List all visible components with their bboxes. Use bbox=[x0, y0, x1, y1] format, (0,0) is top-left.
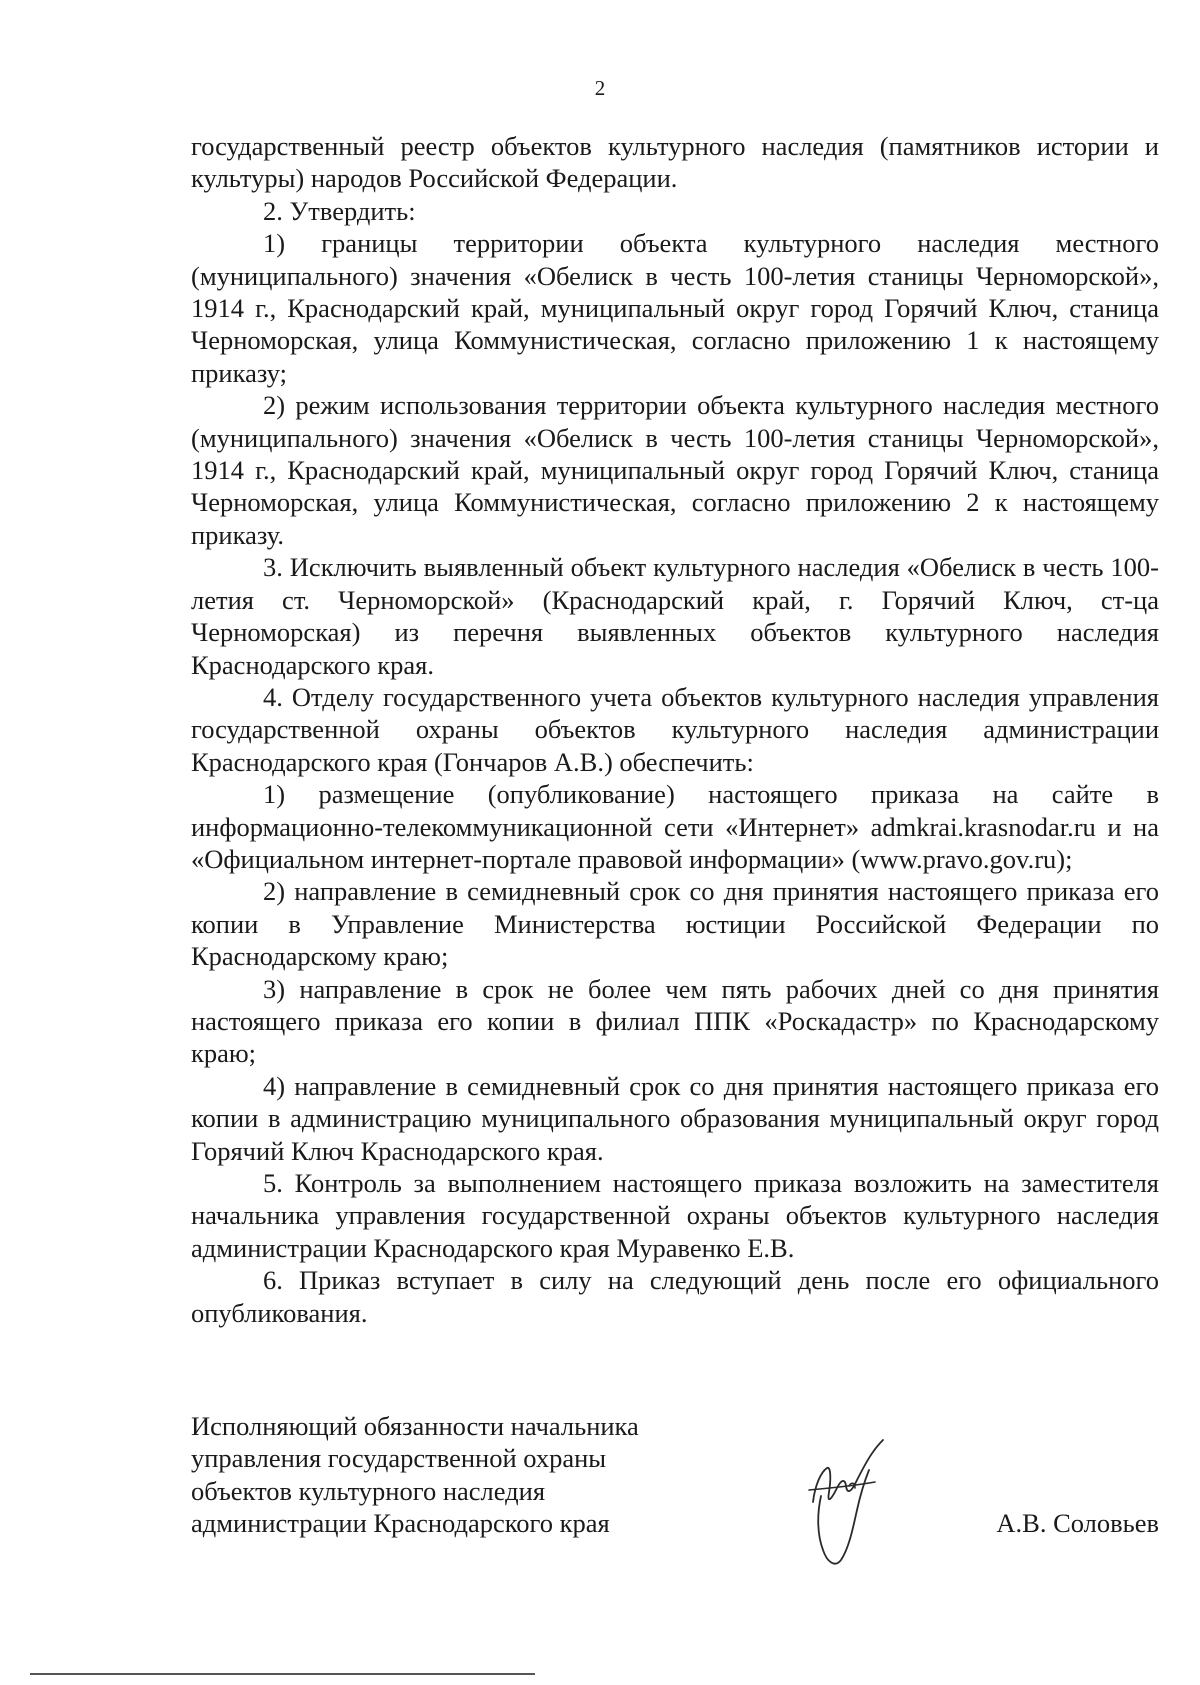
paragraph-item-3: 3. Исключить выявленный объект культурного наследия «Обелиск в честь 100-летия ст. Черноморской» (Краснодарский край, г. Горячий Ключ, ст-ца Черноморская) из перечня выявленных объектов культурного наследия Краснодарского края. bbox=[191, 552, 1159, 680]
paragraph-continuation: государственный реестр объектов культурного наследия (памятников истории и культуры) народов Российской Федерации. bbox=[191, 131, 1159, 194]
signature-block bbox=[191, 1410, 1159, 1580]
document-body bbox=[191, 130, 1159, 1329]
paragraph-item-4-4: 4) направление в семидневный срок со дня принятия настоящего приказа его копии в администрацию муниципального образования муниципальный округ город Горячий Ключ Краснодарского края. bbox=[191, 1070, 1159, 1166]
paragraph-item-6: 6. Приказ вступает в силу на следующий день после его официального опубликования. bbox=[191, 1265, 1159, 1328]
signer-position bbox=[191, 1410, 639, 1540]
paragraph-item-2-2: 2) режим использования территории объекта культурного наследия местного (муниципального) значения «Обелиск в честь 100-летия станицы Черноморской», 1914 г., Краснодарский край, муниципальный округ город Горячий Ключ, станица Черноморская, улица Коммунистическая, согласно приложению 2 к настоящему приказу. bbox=[191, 390, 1159, 550]
bottom-rule bbox=[30, 1673, 535, 1675]
signer-name: А.В. Соловьев bbox=[996, 1508, 1159, 1538]
paragraph-item-4: 4. Отделу государственного учета объектов культурного наследия управления государственной охраны объектов культурного наследия администрации Краснодарского края (Гончаров А.В.) обеспечить: bbox=[191, 681, 1159, 777]
signer-position-line: Исполняющий обязанности начальника bbox=[191, 1411, 639, 1441]
page-number: 2 bbox=[594, 76, 606, 100]
signer-position-line: объектов культурного наследия bbox=[191, 1475, 546, 1506]
paragraph-item-2-1: 1) границы территории объекта культурного наследия местного (муниципального) значения «Обелиск в честь 100-летия станицы Черноморской», 1914 г., Краснодарский край, муниципальный округ город Горячий Ключ, станица Черноморская, улица Коммунистическая, согласно приложению 1 к настоящему приказу; bbox=[191, 228, 1159, 388]
paragraph-item-4-2: 2) направление в семидневный срок со дня принятия настоящего приказа его копии в Управление Министерства юстиции Российской Федерации по Краснодарскому краю; bbox=[191, 876, 1159, 972]
signer-position-line: администрации Краснодарского края bbox=[191, 1508, 610, 1539]
paragraph-item-5: 5. Контроль за выполнением настоящего приказа возложить на заместителя начальника управления государственной охраны объектов культурного наследия администрации Краснодарского края Муравенко Е.В. bbox=[191, 1168, 1159, 1263]
signer-position-line: управления государственной охраны bbox=[191, 1443, 607, 1474]
handwritten-signature bbox=[791, 1430, 901, 1580]
paragraph-item-2: 2. Утвердить: bbox=[263, 195, 416, 226]
paragraph-item-4-3: 3) направление в срок не более чем пять рабочих дней со дня принятия настоящего приказа его копии в филиал ППК «Роскадастр» по Краснодарскому краю; bbox=[191, 973, 1159, 1069]
paragraph-item-4-1: 1) размещение (опубликование) настоящего приказа на сайте в информационно-телекоммуникационной сети «Интернет» admkrai.krasnodar.ru и на «Официальном интернет-портале правовой информации» (www.pravo.gov.ru); bbox=[191, 779, 1159, 874]
